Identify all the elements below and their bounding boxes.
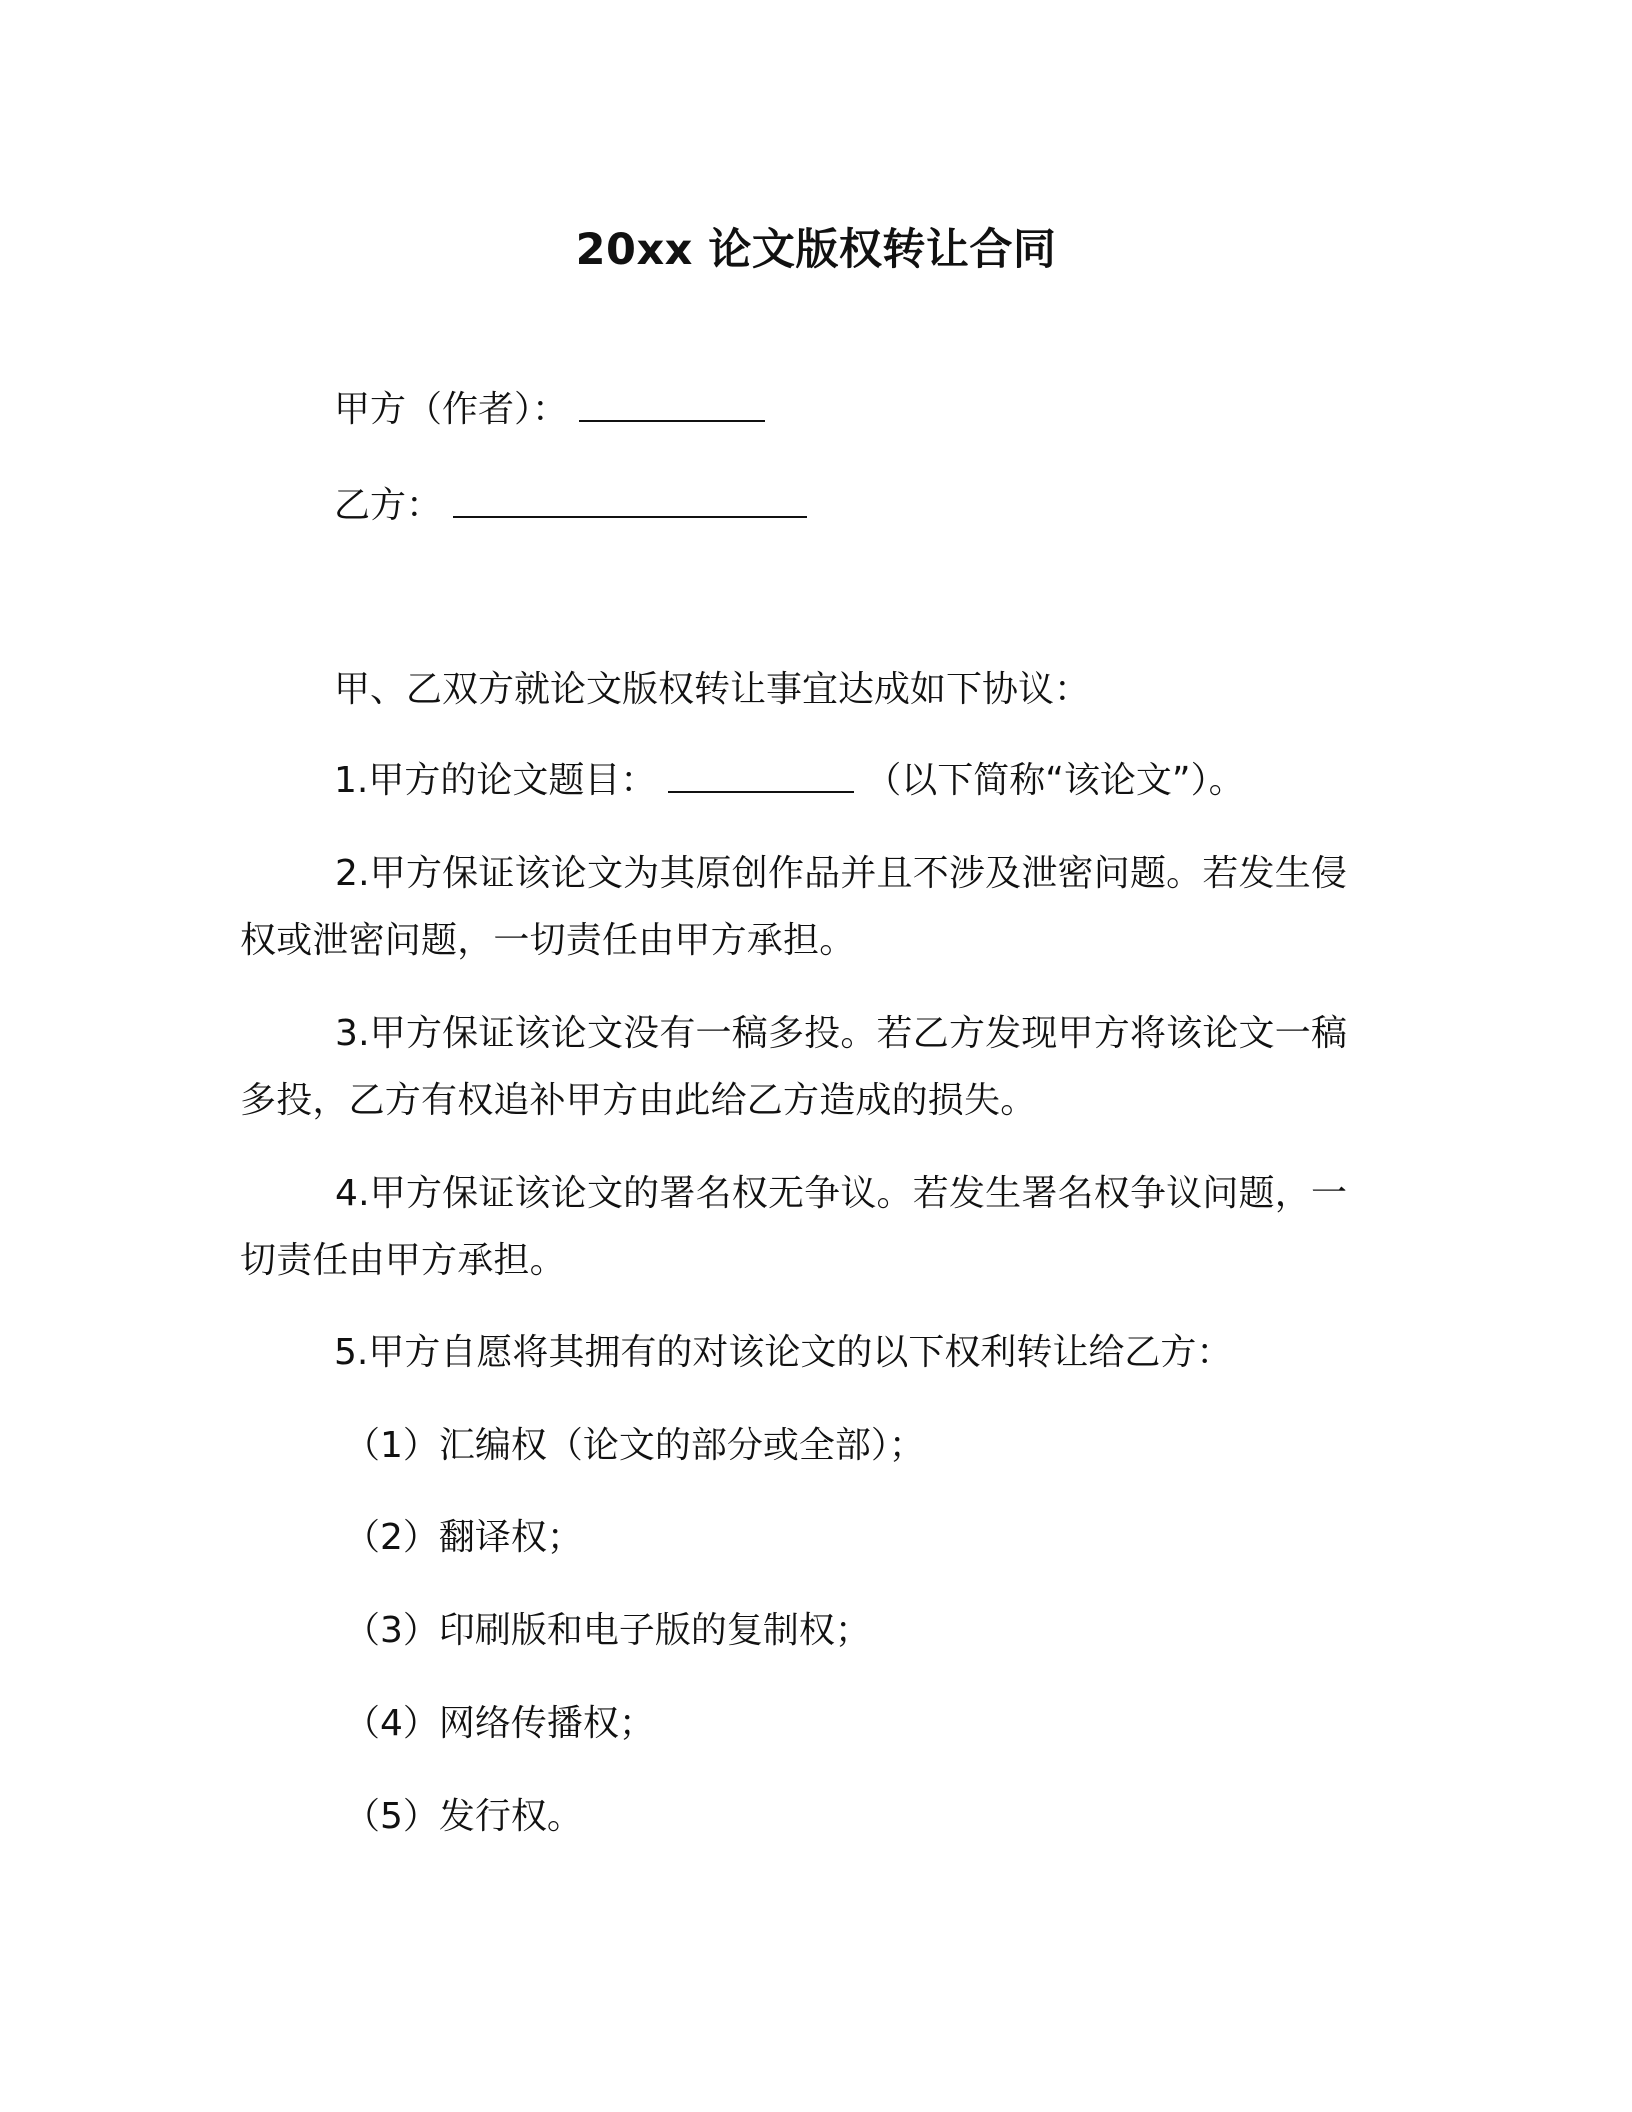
page-title: 20xx 论文版权转让合同 <box>575 225 1057 275</box>
clause-1 <box>334 757 1245 805</box>
right-item-3: （3）印刷版和电子版的复制权； <box>344 1610 871 1651</box>
clause-4: 4.甲方保证该论文的署名权无争议。若发生署名权争议问题，一切责任由甲方承担。 <box>240 1173 1348 1281</box>
right-item-1: （1）汇编权（论文的部分或全部）； <box>344 1425 925 1466</box>
intro-paragraph: 甲、乙双方就论文版权转让事宜达成如下协议： <box>334 669 1091 710</box>
clause-1-suffix: （以下简称“该论文”）。 <box>865 760 1245 801</box>
right-item-5: （5）发行权。 <box>344 1796 583 1837</box>
clause-3: 3.甲方保证该论文没有一稿多投。若乙方发现甲方将该论文一稿多投，乙方有权追补甲方由此给乙方造成的损失。 <box>240 1013 1348 1121</box>
party-a-blank <box>579 386 765 422</box>
party-a-line <box>334 386 765 434</box>
party-b-blank <box>453 482 807 518</box>
right-item-4: （4）网络传播权； <box>344 1703 655 1744</box>
party-b-label: 乙方： <box>334 485 443 526</box>
clause-1-blank <box>668 757 854 793</box>
clause-1-prefix: 1.甲方的论文题目： <box>334 760 657 801</box>
right-item-2: （2）翻译权； <box>344 1517 583 1558</box>
party-b-line <box>334 482 807 530</box>
clause-5: 5.甲方自愿将其拥有的对该论文的以下权利转让给乙方： <box>334 1332 1233 1373</box>
clause-2: 2.甲方保证该论文为其原创作品并且不涉及泄密问题。若发生侵权或泄密问题，一切责任由甲方承担。 <box>240 853 1348 961</box>
party-a-label: 甲方（作者）： <box>334 389 569 430</box>
